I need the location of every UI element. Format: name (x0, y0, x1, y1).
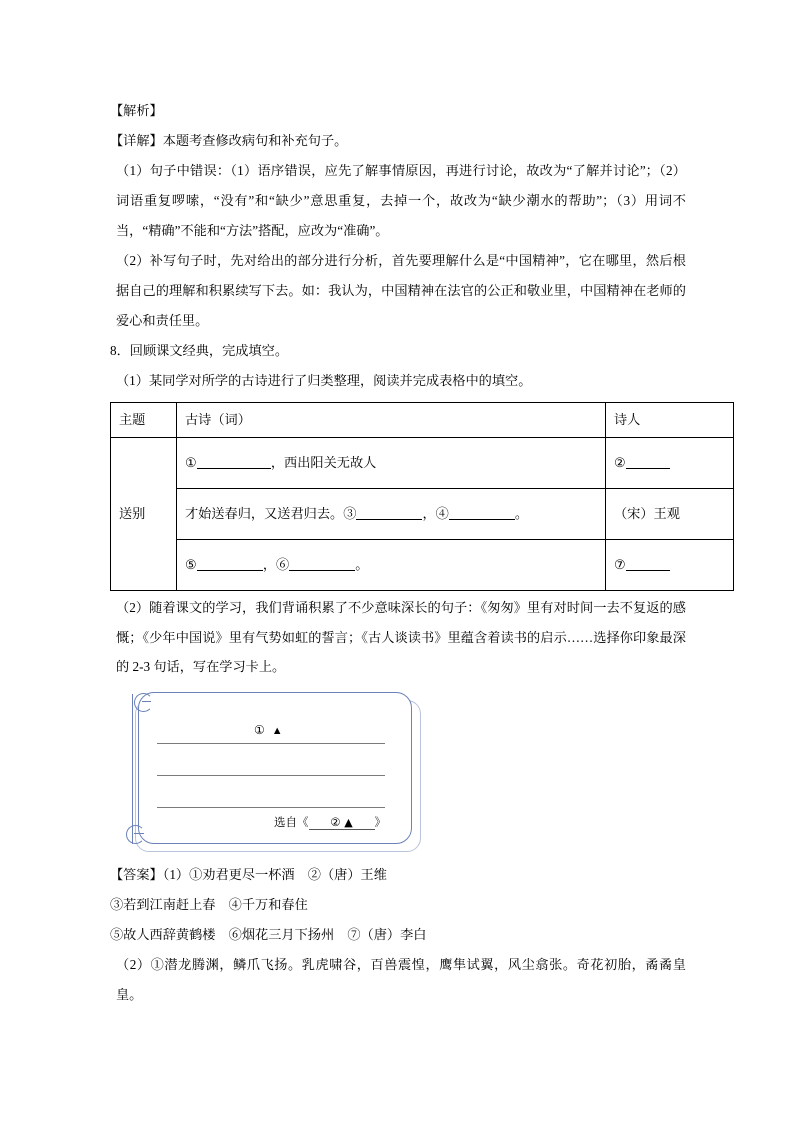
table-cell-poet-1 (606, 438, 734, 489)
card-source-label: 选自《 (274, 814, 309, 829)
answer-line-2: ③若到江南赶上春 ④千万和春住 (110, 896, 308, 912)
answer-blank-6[interactable] (289, 556, 355, 571)
table-header-row (111, 403, 734, 438)
poem-text-3-end: 。 (355, 557, 369, 572)
card-source-line (274, 814, 386, 830)
explanation-paragraph-1: （1）句子中错误：（1）语序错误，应先了解事情原因，再进行讨论，故改为“了解并讨论”；（2）词语重复啰嗦，“没有”和“缺少”意思重复，去掉一个，故改为“缺少潮水的帮助”；（3）用词不当，“精确”不能和“方法”搭配，应改为“准确”。 (116, 163, 686, 238)
poem-text-1: ，西出阳关无故人 (270, 455, 377, 470)
blank-marker-7: ⑦ (614, 557, 626, 572)
card-spine-line (132, 694, 133, 844)
question-8-sub-2: （2）随着课文的学习，我们背诵积累了不少意味深长的句子：《匆匆》里有对时间一去不复返的感慨；《少年中国说》里有气势如虹的誓言；《古人谈读书》里蕴含着读书的启示……选择你印象最深的 2-3 句话，写在学习卡上。 (116, 600, 686, 674)
card-slot-one-number: ① (254, 722, 267, 737)
table-cell-poem-3 (177, 540, 606, 591)
explanation-paragraph-2: （2）补写句子时，先对给出的部分进行分析，首先要理解什么是“中国精神”，它在哪里，然后根据自己的理解和积累续写下去。如：我认为，中国精神在法官的公正和敬业里，中国精神在老师的爱心和责任里。 (116, 253, 686, 328)
poem-text-2-end: 。 (514, 506, 528, 521)
card-curl-top-tail (142, 701, 151, 702)
blank-marker-2: ② (614, 455, 626, 470)
question-8-stem: 8．回顾课文经典，完成填空。 (110, 343, 289, 358)
answer-blank-2[interactable] (626, 454, 670, 469)
card-source-number: ② (330, 814, 341, 829)
table-cell-poem-1 (177, 438, 606, 489)
answer-blank-1[interactable] (197, 454, 271, 469)
poem-text-3-mid: ，⑥ (262, 557, 290, 572)
analysis-heading: 【解析】 (110, 103, 163, 118)
document-content (110, 96, 686, 1010)
card-curl-top-icon (134, 693, 153, 712)
table-header-poem: 古诗（词） (177, 403, 606, 438)
answer-line-1: 【答案】（1）①劝君更尽一杯酒 ②（唐）王维 (110, 866, 387, 882)
card-source-blank[interactable] (309, 815, 375, 830)
table-cell-theme-songbie: 送别 (111, 438, 177, 591)
card-writing-line-3 (157, 807, 385, 808)
table-cell-poet-3 (606, 540, 734, 591)
answer-blank-7[interactable] (626, 556, 670, 571)
detail-paragraph: 【详解】本题考查修改病句和补充句子。 (110, 133, 348, 148)
answer-blank-3[interactable] (356, 505, 422, 520)
table-row (111, 540, 734, 591)
card-writing-line-2 (157, 775, 385, 776)
answer-section (110, 860, 686, 1010)
answer-line-4: （2）①潜龙腾渊，鳞爪飞扬。乳虎啸谷，百兽震惶，鹰隼试翼，风尘翕张。奇花初胎，矞矞皇皇。 (116, 956, 686, 1002)
table-header-theme: 主题 (111, 403, 177, 438)
question-8-sub-1: （1）某同学对所学的古诗进行了归类整理，阅读并完成表格中的填空。 (116, 373, 532, 388)
poem-text-2-mid: ，④ (422, 506, 449, 521)
blank-marker-5: ⑤ (185, 557, 197, 572)
study-card-illustration (126, 690, 426, 856)
card-source-close: 》 (374, 814, 386, 829)
card-curl-bottom-tail (134, 833, 144, 834)
poem-text-2-start: 才始送春归，又送君归去。③ (185, 506, 357, 521)
card-writing-line-1 (157, 743, 385, 744)
card-source-triangle-icon: ▲ (344, 815, 353, 829)
table-cell-poem-2 (177, 489, 606, 540)
table-row (111, 438, 734, 489)
answer-line-3: ⑤故人西辞黄鹤楼 ⑥烟花三月下扬州 ⑦（唐）李白 (110, 926, 427, 942)
poem-classification-table (110, 402, 734, 591)
blank-marker-1: ① (185, 455, 197, 470)
table-row (111, 489, 734, 540)
card-slot-one (254, 723, 285, 738)
table-header-poet: 诗人 (606, 403, 734, 438)
answer-blank-5[interactable] (197, 556, 263, 571)
card-slot-one-triangle-icon: ▲ (271, 724, 285, 737)
table-cell-poet-2: （宋）王观 (606, 489, 734, 540)
card-curl-bottom-icon (126, 825, 145, 844)
answer-blank-4[interactable] (449, 505, 515, 520)
